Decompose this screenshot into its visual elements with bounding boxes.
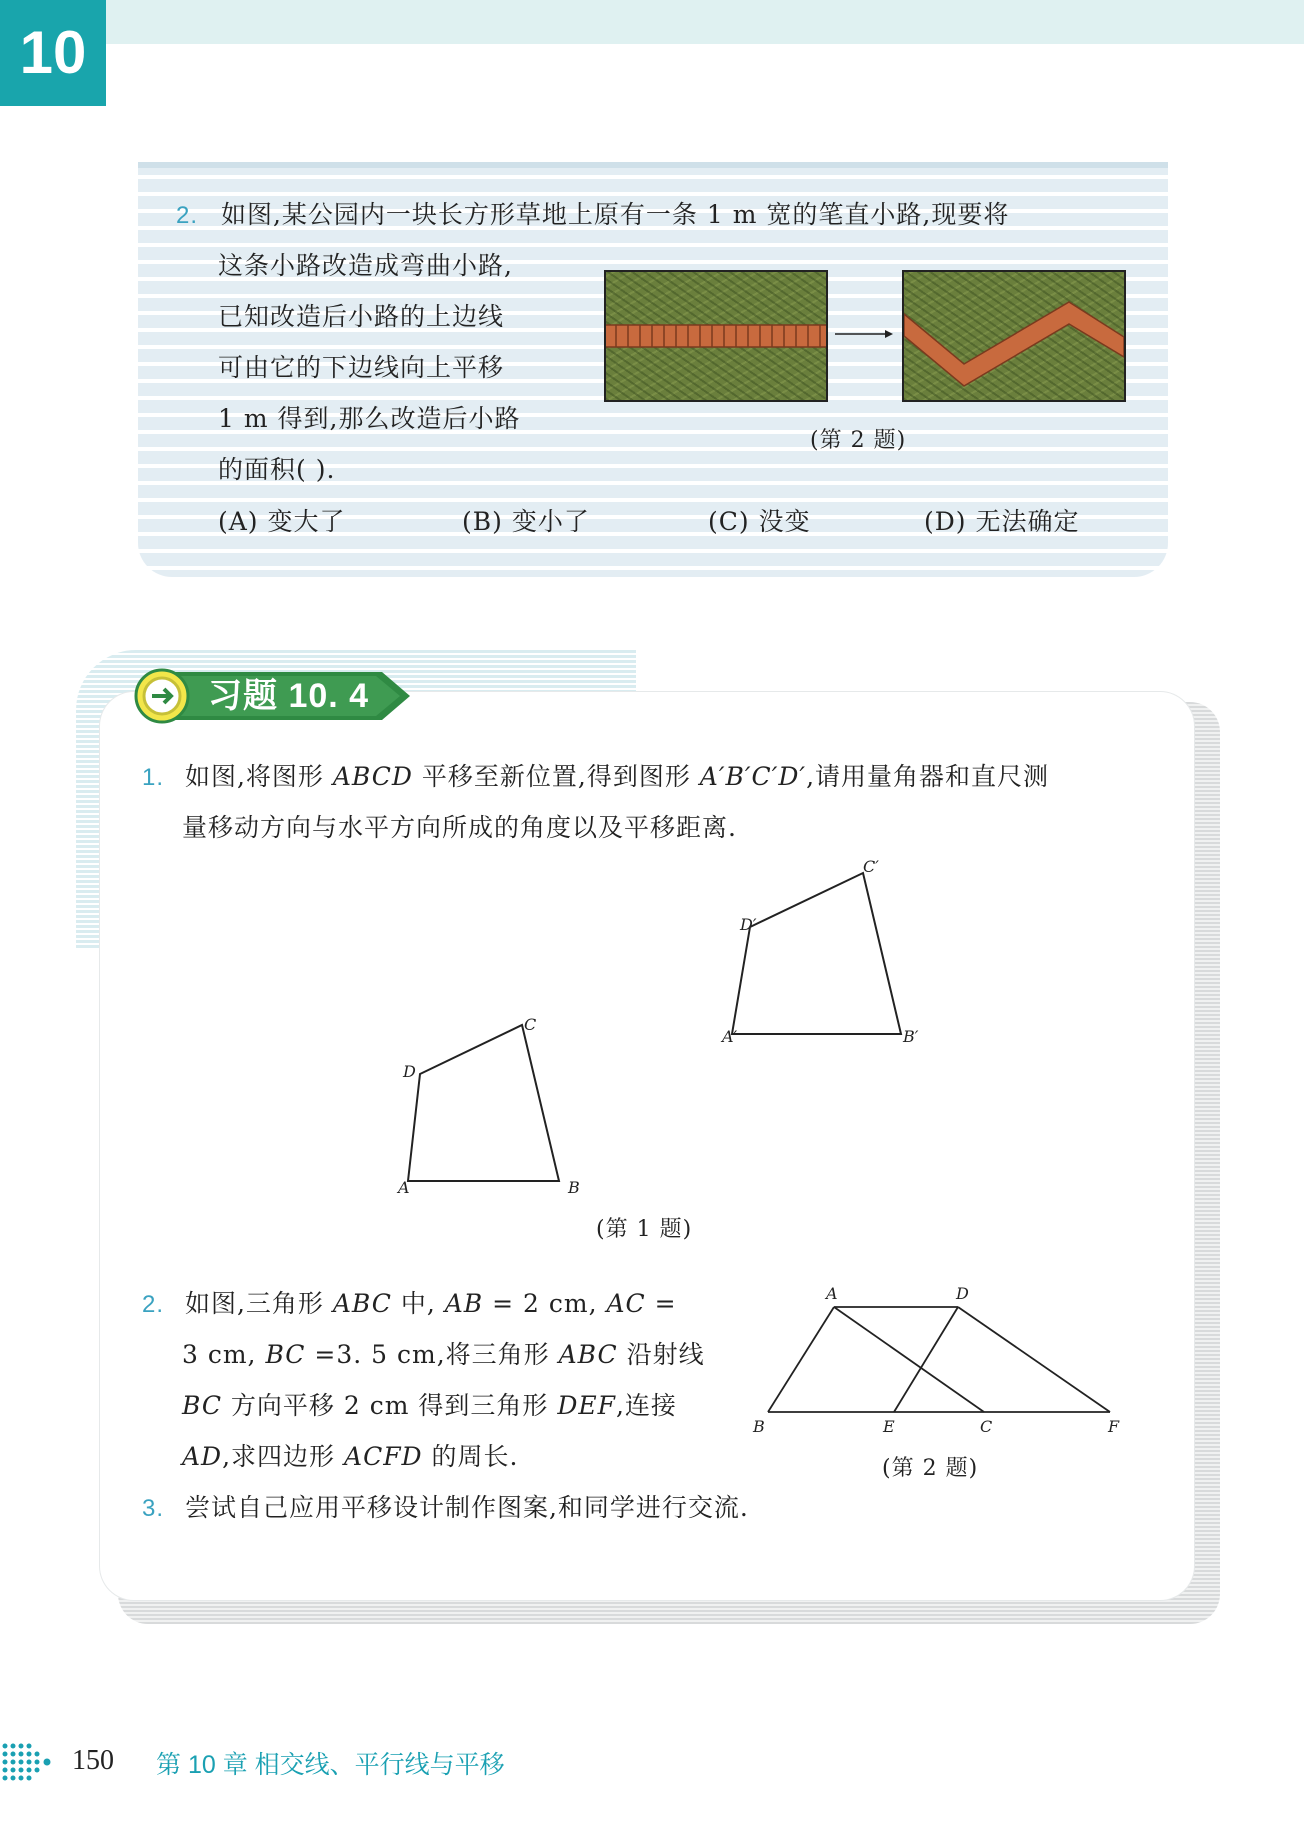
chapter-number-tab: 10 [0, 0, 106, 106]
q1-line-2: 量移动方向与水平方向所成的角度以及平移距离. [182, 813, 737, 842]
problem-number: 2. [176, 202, 199, 229]
exercise-badge-title: 习题 10. 4 [208, 677, 370, 715]
label-E2: E [883, 1417, 895, 1436]
problem-line-4: 可由它的下边线向上平移 [218, 353, 505, 382]
label-C-prime: C′ [863, 860, 879, 876]
problem-line-5: 1 m 得到,那么改造后小路 [218, 404, 521, 433]
quadrilateral-abcd-prime [732, 873, 901, 1034]
segment-AC [834, 1307, 984, 1412]
page-number: 150 [72, 1745, 114, 1776]
label-A2: A [826, 1284, 838, 1303]
option-a: (A) 变大了 [218, 507, 346, 536]
q2-line-4: AD,求四边形 ACFD 的周长. [182, 1442, 519, 1471]
label-A-prime: A′ [722, 1027, 738, 1046]
label-B: B [568, 1178, 580, 1197]
footer-dots-icon [0, 1738, 62, 1784]
problem-line-3: 已知改造后小路的上边线 [218, 302, 505, 331]
header-band [106, 0, 1304, 44]
q1-line-1: 1. 如图,将图形 ABCD 平移至新位置,得到图形 A′B′C′D′,请用量角器和直尺测 [142, 762, 1050, 791]
option-d: (D) 无法确定 [924, 507, 1080, 536]
label-C: C [524, 1015, 537, 1034]
segment-DE [894, 1307, 958, 1412]
q2-line-1: 2. 如图,三角形 ABC 中, AB = 2 cm, AC = [142, 1289, 677, 1318]
problem-line-1: 2. 如图,某公园内一块长方形草地上原有一条 1 m 宽的笔直小路,现要将 [176, 200, 1010, 229]
segment-AB [768, 1307, 834, 1412]
practice-box-top-rule [138, 162, 1168, 168]
label-A: A [398, 1178, 410, 1197]
quadrilateral-abcd [408, 1025, 559, 1181]
label-F2: F [1108, 1417, 1120, 1436]
q1-number: 1. [142, 764, 165, 791]
problem-line-6: 的面积( ). [218, 455, 336, 484]
label-D2: D [956, 1284, 969, 1303]
arrow-icon [833, 326, 893, 342]
label-B-prime: B′ [903, 1027, 919, 1046]
q3-number: 3. [142, 1495, 165, 1522]
label-C2: C [980, 1417, 993, 1436]
q1-caption: (第 1 题) [596, 1217, 693, 1242]
label-D: D [403, 1062, 416, 1081]
q1-figure [360, 860, 980, 1200]
q2-number: 2. [142, 1291, 165, 1318]
segment-DF [958, 1307, 1110, 1412]
label-D-prime: D′ [740, 915, 757, 934]
curved-path-image [902, 270, 1126, 402]
q2-figure [740, 1275, 1140, 1450]
footer-chapter-title: 第 10 章 相交线、平行线与平移 [156, 1751, 505, 1779]
label-B2: B [753, 1417, 765, 1436]
straight-path-image [604, 270, 828, 402]
q2-line-3: BC 方向平移 2 cm 得到三角形 DEF,连接 [182, 1391, 677, 1420]
q2-line-2: 3 cm, BC =3. 5 cm,将三角形 ABC 沿射线 [182, 1340, 705, 1369]
problem-line-2: 这条小路改造成弯曲小路, [218, 251, 513, 280]
option-c: (C) 没变 [708, 507, 811, 536]
figure-caption-top: (第 2 题) [810, 428, 907, 453]
q3-line: 3. 尝试自己应用平移设计制作图案,和同学进行交流. [142, 1493, 749, 1522]
q2-caption: (第 2 题) [882, 1456, 979, 1481]
option-b: (B) 变小了 [462, 507, 590, 536]
